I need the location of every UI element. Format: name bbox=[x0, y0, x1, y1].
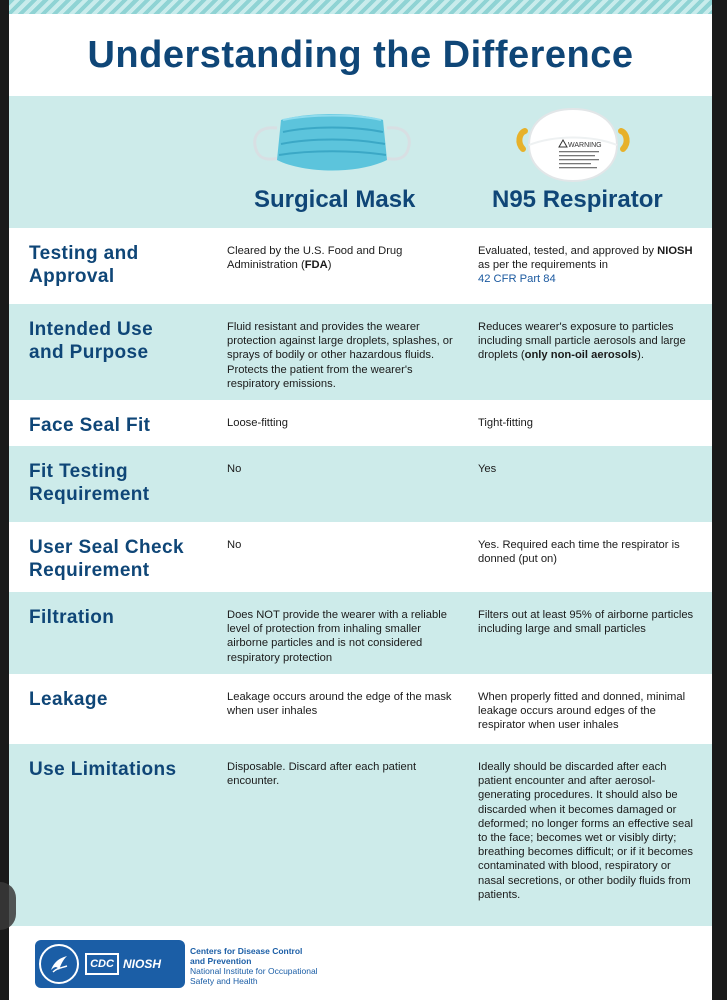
n95-cell: Reduces wearer's exposure to particles including small particle aerosols and large droplets (only non-oil aerosols). bbox=[478, 321, 686, 362]
n95-cell: Yes. Required each time the respirator is donned (put on) bbox=[478, 539, 680, 566]
row-testing-and-approval bbox=[9, 228, 712, 304]
row-leakage bbox=[9, 674, 712, 744]
row-use-limitations bbox=[9, 744, 712, 926]
surgical-mask-cell: Disposable. Discard after each patient encounter. bbox=[227, 761, 417, 788]
n95-cell: Tight-fitting bbox=[478, 417, 533, 429]
row-user-seal-check bbox=[9, 522, 712, 592]
surgical-mask-cell: Loose-fitting bbox=[227, 417, 288, 429]
cdc-logo-mark: CDC bbox=[85, 953, 119, 975]
cdc-niosh-logo bbox=[35, 940, 185, 988]
row-label: Face Seal Fit bbox=[29, 415, 151, 436]
row-face-seal-fit bbox=[9, 400, 712, 446]
column-header-surgical-mask: Surgical Mask bbox=[254, 186, 416, 213]
row-filtration bbox=[9, 592, 712, 674]
row-fit-testing bbox=[9, 446, 712, 522]
surgical-mask-cell: No bbox=[227, 463, 242, 475]
n95-cell: Ideally should be discarded after each patient encounter and after aerosol-generating procedures. It should also be discarded when it becomes damaged or deformed; no longer forms an effective seal to the face; becomes wet or visibly dirty; breathing becomes difficult; or if it becomes contaminated with blood, respiratory or nasal secretions, or other bodily fluids from patients. bbox=[478, 761, 693, 901]
cfr-link[interactable]: 42 CFR Part 84 bbox=[478, 273, 556, 286]
footer bbox=[9, 926, 712, 1000]
infographic-page bbox=[9, 0, 712, 1000]
surgical-mask-cell: No bbox=[227, 539, 242, 551]
hhs-seal-icon bbox=[39, 944, 79, 984]
page-title: Understanding the Difference bbox=[87, 33, 634, 76]
row-label: User Seal Check Requirement bbox=[29, 537, 184, 581]
surgical-mask-cell: Cleared by the U.S. Food and Drug Administration (FDA) bbox=[227, 245, 403, 272]
n95-warning-label: WARNING bbox=[568, 142, 602, 149]
column-header-n95-respirator: N95 Respirator bbox=[492, 186, 663, 213]
n95-cell: Filters out at least 95% of airborne particles including large and small particles bbox=[478, 609, 694, 636]
row-label: Use Limitations bbox=[29, 759, 177, 780]
row-label: Intended Use and Purpose bbox=[29, 319, 154, 363]
n95-cell: Yes bbox=[478, 463, 497, 475]
n95-cell: When properly fitted and donned, minimal leakage occurs around edges of the respirator when user inhales bbox=[478, 691, 686, 732]
row-label: Fit Testing Requirement bbox=[29, 461, 150, 505]
surgical-mask-cell: Leakage occurs around the edge of the mask when user inhales bbox=[227, 691, 452, 718]
surgical-mask-icon bbox=[247, 108, 417, 180]
row-label: Leakage bbox=[29, 689, 108, 710]
organization-name: Centers for Disease Control and Prevention National Institute for Occupational Safety and Health bbox=[190, 946, 318, 986]
n95-cell: Evaluated, tested, and approved by NIOSH as per the requirements in 42 CFR Part 84 bbox=[478, 245, 693, 286]
row-label: Testing and Approval bbox=[29, 243, 139, 287]
surgical-mask-cell: Does NOT provide the wearer with a reliable level of protection from inhaling smaller airborne particles and is not considered respiratory protection bbox=[227, 609, 447, 664]
row-label: Filtration bbox=[29, 607, 115, 628]
top-decorative-strip bbox=[9, 0, 712, 14]
niosh-logo-mark: NIOSH bbox=[123, 957, 162, 971]
n95-respirator-icon bbox=[515, 103, 631, 185]
row-intended-use bbox=[9, 304, 712, 400]
surgical-mask-cell: Fluid resistant and provides the wearer protection against large droplets, splashes, or sprays of bodily or other hazardous fluids. Protects the patient from the wearer's respiratory emissions. bbox=[227, 321, 453, 390]
